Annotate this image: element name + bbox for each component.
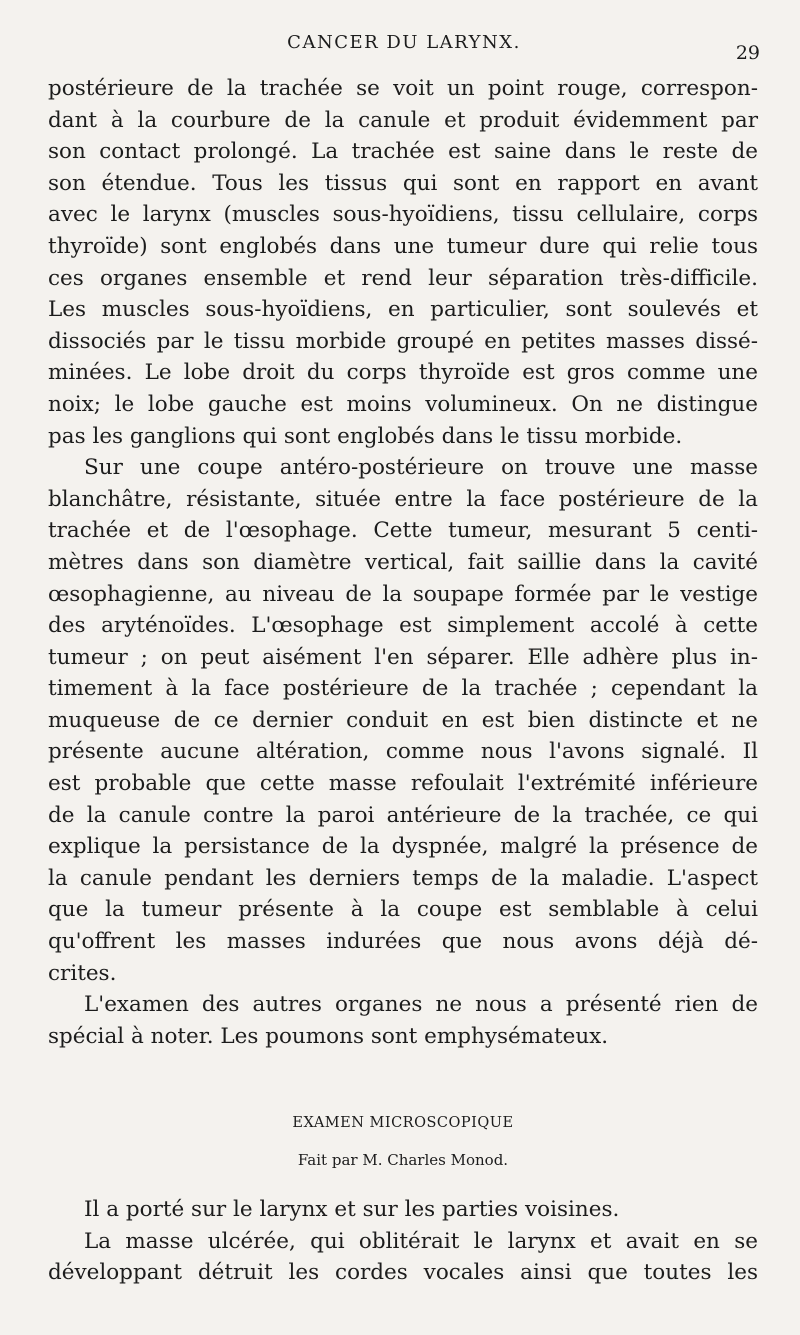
text-line: noix; le lobe gauche est moins volumineux. On ne distingue	[48, 391, 758, 417]
text-line: la canule pendant les derniers temps de la maladie. L'aspect	[48, 865, 758, 891]
text-line: des aryténoïdes. L'œsophage est simplement accolé à cette	[48, 613, 758, 639]
text-line: développant détruit les cordes vocales ainsi que toutes les	[48, 1260, 758, 1286]
running-head: CANCER DU LARYNX.	[287, 32, 521, 53]
text-line: tumeur ; on peut aisément l'en séparer. Elle adhère plus in-	[48, 644, 758, 670]
text-line: muqueuse de ce dernier conduit en est bien distincte et ne	[48, 707, 758, 733]
text-line: spécial à noter. Les poumons sont emphysémateux.	[48, 1023, 609, 1049]
text-line: Sur une coupe antéro-postérieure on trouve une masse	[84, 455, 758, 481]
text-line: son contact prolongé. La trachée est saine dans le reste de	[48, 139, 758, 165]
text-line: mètres dans son diamètre vertical, fait saillie dans la cavité	[48, 549, 758, 575]
text-line: de la canule contre la paroi antérieure de la trachée, ce qui	[48, 802, 758, 828]
text-line: que la tumeur présente à la coupe est semblable à celui	[48, 897, 758, 923]
text-line: trachée et de l'œsophage. Cette tumeur, mesurant 5 centi-	[48, 518, 758, 544]
text-line: son étendue. Tous les tissus qui sont en rapport en avant	[48, 170, 758, 196]
text-line: dant à la courbure de la canule et produit évidemment par	[48, 107, 758, 133]
body-text-continued	[48, 1194, 758, 1289]
section-byline: Fait par M. Charles Monod.	[297, 1151, 509, 1169]
text-line: présente aucune altération, comme nous l'avons signalé. Il	[48, 739, 758, 765]
text-line: Les muscles sous-hyoïdiens, en particulier, sont soulevés et	[48, 297, 758, 323]
text-line: L'examen des autres organes ne nous a présenté rien de	[84, 992, 758, 1018]
text-line: œsophagienne, au niveau de la soupape formée par le vestige	[48, 581, 758, 607]
text-line: minées. Le lobe droit du corps thyroïde est gros comme une	[48, 360, 758, 386]
text-line: timement à la face postérieure de la trachée ; cependant la	[48, 676, 758, 702]
page-number: 29	[735, 42, 760, 64]
page-header	[48, 32, 760, 62]
text-line: dissociés par le tissu morbide groupé en petites masses dissé-	[48, 328, 758, 354]
text-line: ces organes ensemble et rend leur séparation très-difficile.	[48, 265, 758, 291]
text-line: postérieure de la trachée se voit un point rouge, correspon-	[48, 76, 758, 101]
text-line: blanchâtre, résistante, située entre la face postérieure de la	[48, 486, 758, 512]
text-line: thyroïde) sont englobés dans une tumeur dure qui relie tous	[48, 233, 758, 259]
text-line: avec le larynx (muscles sous-hyoïdiens, tissu cellulaire, corps	[48, 202, 758, 228]
text-line: qu'offrent les masses indurées que nous avons déjà dé-	[48, 929, 758, 955]
text-line: explique la persistance de la dyspnée, malgré la présence de	[48, 834, 758, 860]
text-line: Il a porté sur le larynx et sur les parties voisines.	[84, 1197, 620, 1222]
text-line: La masse ulcérée, qui oblitérait le larynx et avait en se	[84, 1228, 758, 1254]
text-line: est probable que cette masse refoulait l'extrémité inférieure	[48, 771, 758, 797]
body-text	[48, 73, 758, 1052]
text-line: crites.	[48, 960, 117, 986]
text-line: pas les ganglions qui sont englobés dans le tissu morbide.	[48, 423, 683, 449]
section-heading: EXAMEN MICROSCOPIQUE	[292, 1115, 514, 1131]
